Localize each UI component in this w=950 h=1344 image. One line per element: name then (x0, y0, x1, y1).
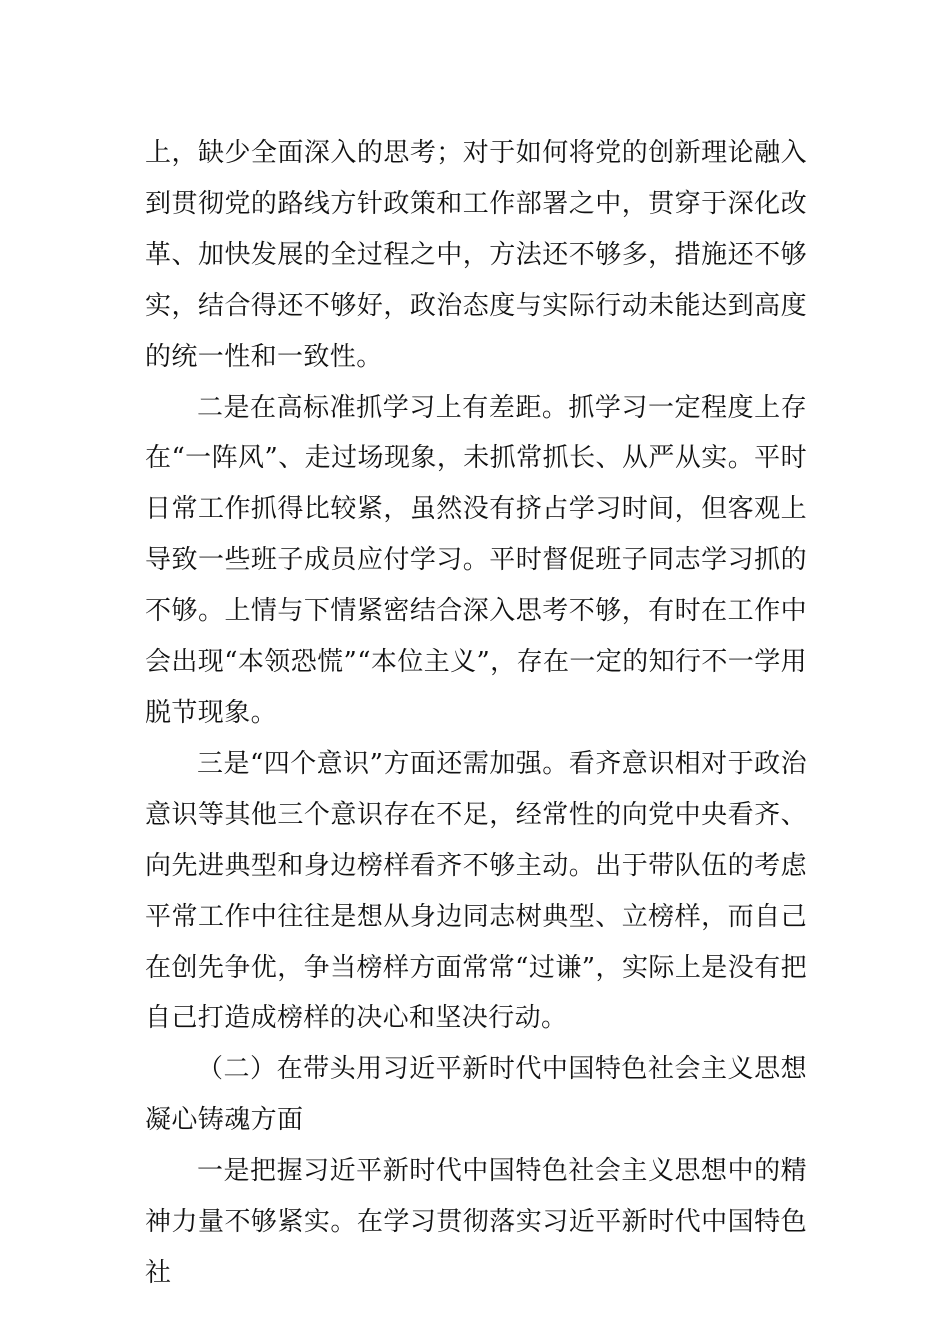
document-body (145, 128, 807, 1299)
section-heading-2: （二）在带头用习近平新时代中国特色社会主义思想凝心铸魂方面 (145, 1054, 807, 1136)
paragraph-study-gap: 二是在高标准抓学习上有差距。抓学习一定程度上存在“一阵风”、走过场现象，未抓常抓长、从严从实。平时日常工作抓得比较紧，虽然没有挤占学习时间，但客观上导致一些班子成员应付学习。平时督促班子同志学习抓的不够。上情与下情紧密结合深入思考不够，有时在工作中会出现“本领恐慌”“本位主义”，存在一定的知行不一学用脱节现象。 (145, 392, 807, 728)
paragraph-continuation: 上，缺少全面深入的思考；对于如何将党的创新理论融入到贯彻党的路线方针政策和工作部署之中，贯穿于深化改革、加快发展的全过程之中，方法还不够多，措施还不够实，结合得还不够好，政治态度与实际行动未能达到高度的统一性和一致性。 (145, 138, 807, 372)
paragraph-spiritual-strength: 一是把握习近平新时代中国特色社会主义思想中的精神力量不够紧实。在学习贯彻落实习近平新时代中国特色社 (145, 1156, 807, 1288)
paragraph-four-consciousness: 三是“四个意识”方面还需加强。看齐意识相对于政治意识等其他三个意识存在不足，经常性的向党中央看齐、向先进典型和身边榜样看齐不够主动。出于带队伍的考虑平常工作中往往是想从身边同志树典型、立榜样，而自己在创先争优，争当榜样方面常常“过谦”，实际上是没有把自己打造成榜样的决心和坚决行动。 (145, 748, 807, 1034)
